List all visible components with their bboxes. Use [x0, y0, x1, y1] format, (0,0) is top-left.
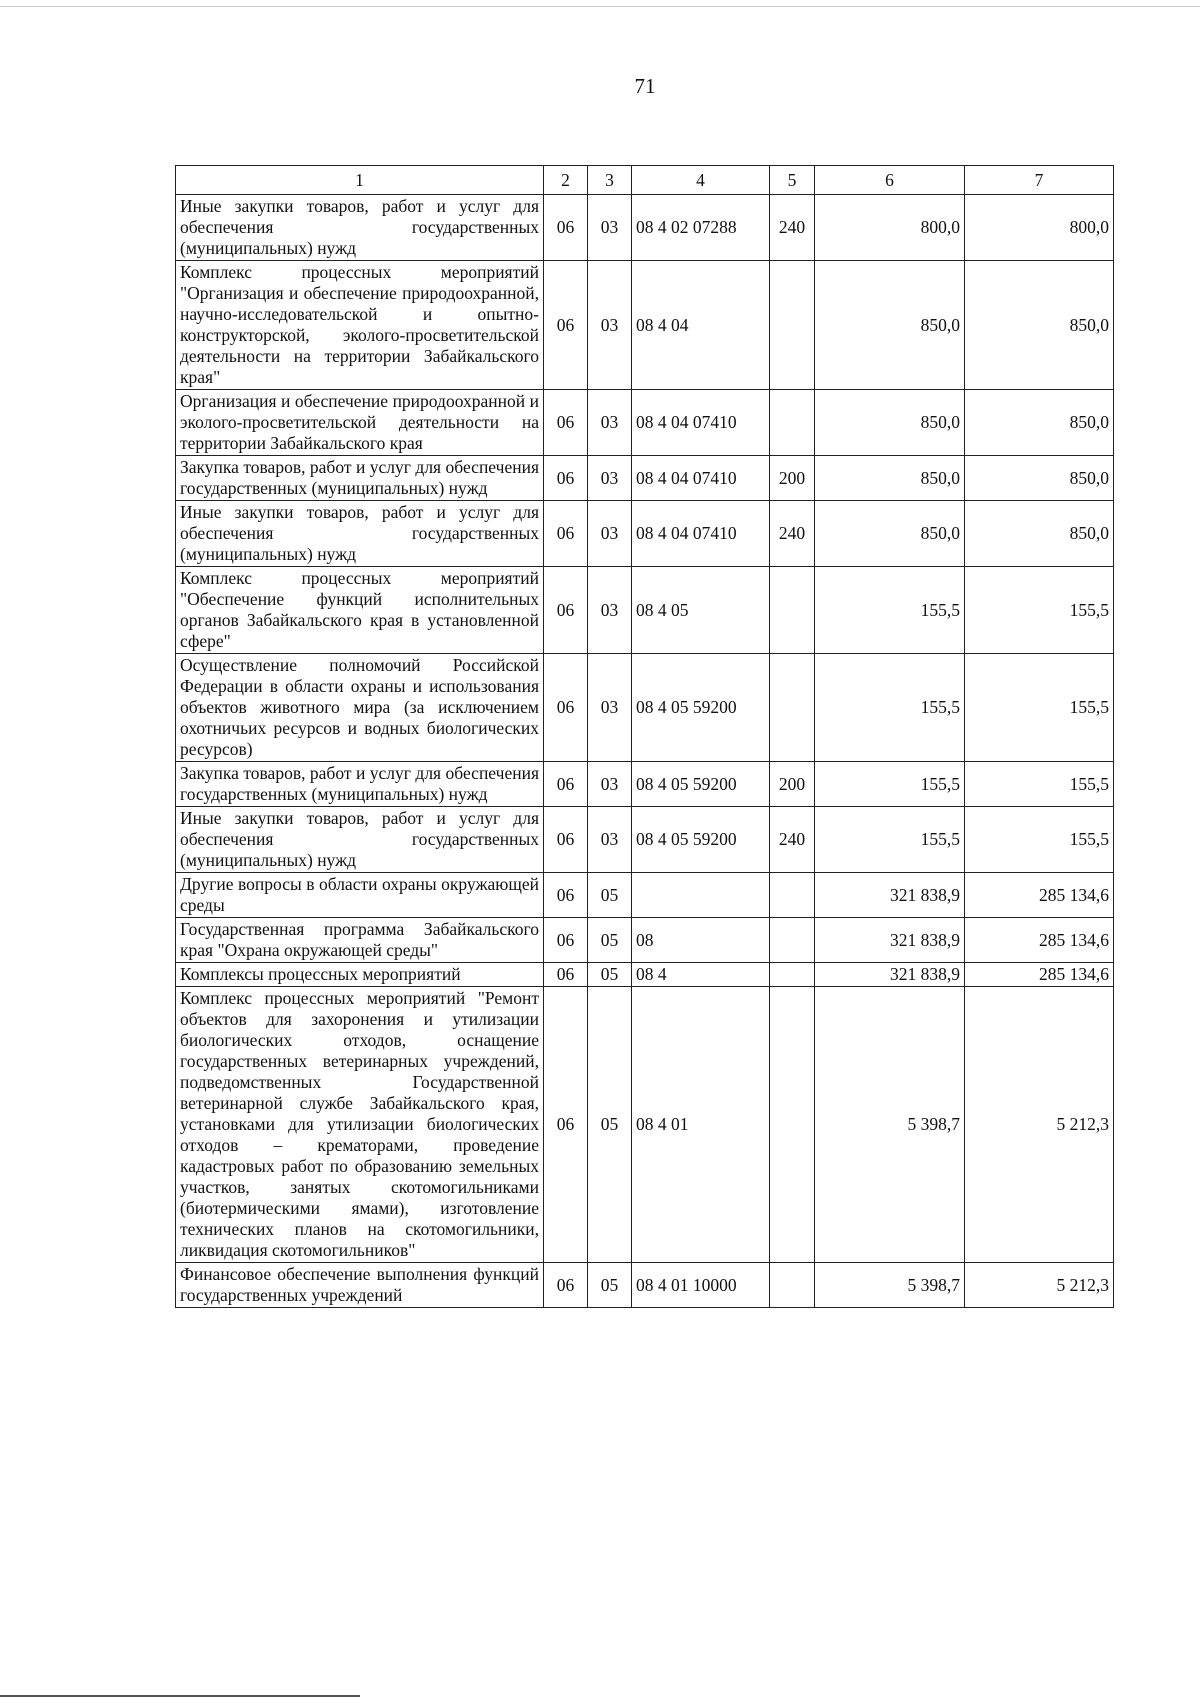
target-article-cell: 08 [632, 918, 770, 963]
section-code-cell: 06 [544, 987, 588, 1263]
row-name-cell: Комплекс процессных мероприятий "Организация и обеспечение природоохранной, научно-исследовательской и опытно-конструкторской, эколого-просветительской деятельности на территории Забайкальского края" [176, 261, 544, 390]
amount-year1-cell: 850,0 [815, 456, 965, 501]
amount-year1-cell: 155,5 [815, 654, 965, 762]
target-article-cell: 08 4 [632, 963, 770, 987]
amount-year2-cell: 155,5 [965, 567, 1114, 654]
amount-year1-cell: 321 838,9 [815, 918, 965, 963]
section-code-cell: 06 [544, 963, 588, 987]
expense-type-cell: 200 [770, 762, 815, 807]
page-number: 71 [634, 74, 656, 98]
subsection-code-cell: 03 [588, 654, 632, 762]
amount-year2-cell: 5 212,3 [965, 987, 1114, 1263]
subsection-code-cell: 03 [588, 195, 632, 261]
amount-year2-cell: 850,0 [965, 501, 1114, 567]
budget-table [175, 165, 1114, 1308]
scan-edge-bottom [0, 1695, 360, 1697]
section-code-cell: 06 [544, 195, 588, 261]
table-row [176, 963, 1114, 987]
amount-year1-cell: 5 398,7 [815, 987, 965, 1263]
table-row [176, 807, 1114, 873]
row-name-cell: Комплекс процессных мероприятий "Обеспечение функций исполнительных органов Забайкальского края в установленной сфере" [176, 567, 544, 654]
row-name-cell: Иные закупки товаров, работ и услуг для обеспечения государственных (муниципальных) нужд [176, 195, 544, 261]
target-article-cell: 08 4 01 10000 [632, 1263, 770, 1308]
section-code-cell: 06 [544, 654, 588, 762]
row-name-cell: Другие вопросы в области охраны окружающей среды [176, 873, 544, 918]
amount-year1-cell: 850,0 [815, 501, 965, 567]
section-code-cell: 06 [544, 456, 588, 501]
target-article-cell: 08 4 05 [632, 567, 770, 654]
column-header: 5 [770, 166, 815, 195]
amount-year1-cell: 850,0 [815, 390, 965, 456]
expense-type-cell [770, 654, 815, 762]
expense-type-cell: 240 [770, 501, 815, 567]
row-name-cell: Комплекс процессных мероприятий "Ремонт объектов для захоронения и утилизации биологических отходов, оснащение государственных ветеринарных учреждений, подведомственных Государственной ветеринарной службе Забайкальского края, установками для утилизации биологических отходов – крематорами, проведение кадастровых работ по образованию земельных участков, занятых скотомогильниками (биотермическими ямами), изготовление технических планов на скотомогильники, ликвидация скотомогильников" [176, 987, 544, 1263]
target-article-cell: 08 4 02 07288 [632, 195, 770, 261]
section-code-cell: 06 [544, 918, 588, 963]
subsection-code-cell: 03 [588, 762, 632, 807]
table-row [176, 654, 1114, 762]
subsection-code-cell: 05 [588, 963, 632, 987]
column-header: 7 [965, 166, 1114, 195]
amount-year1-cell: 321 838,9 [815, 963, 965, 987]
expense-type-cell [770, 567, 815, 654]
target-article-cell: 08 4 04 07410 [632, 456, 770, 501]
scan-edge-top [0, 6, 1200, 7]
target-article-cell: 08 4 04 07410 [632, 390, 770, 456]
expense-type-cell [770, 963, 815, 987]
table-row [176, 567, 1114, 654]
target-article-cell: 08 4 04 [632, 261, 770, 390]
subsection-code-cell: 03 [588, 456, 632, 501]
amount-year1-cell: 321 838,9 [815, 873, 965, 918]
expense-type-cell: 240 [770, 195, 815, 261]
row-name-cell: Организация и обеспечение природоохранной и эколого-просветительской деятельности на территории Забайкальского края [176, 390, 544, 456]
expense-type-cell: 200 [770, 456, 815, 501]
amount-year2-cell: 285 134,6 [965, 918, 1114, 963]
row-name-cell: Иные закупки товаров, работ и услуг для обеспечения государственных (муниципальных) нужд [176, 807, 544, 873]
expense-type-cell [770, 1263, 815, 1308]
row-name-cell: Закупка товаров, работ и услуг для обеспечения государственных (муниципальных) нужд [176, 456, 544, 501]
table-row [176, 1263, 1114, 1308]
table-row [176, 501, 1114, 567]
subsection-code-cell: 05 [588, 987, 632, 1263]
target-article-cell: 08 4 01 [632, 987, 770, 1263]
row-name-cell: Иные закупки товаров, работ и услуг для обеспечения государственных (муниципальных) нужд [176, 501, 544, 567]
amount-year2-cell: 155,5 [965, 762, 1114, 807]
column-header: 4 [632, 166, 770, 195]
table-header-row [176, 166, 1114, 195]
table-row [176, 261, 1114, 390]
subsection-code-cell: 03 [588, 261, 632, 390]
section-code-cell: 06 [544, 501, 588, 567]
target-article-cell: 08 4 05 59200 [632, 762, 770, 807]
row-name-cell: Государственная программа Забайкальского края "Охрана окружающей среды" [176, 918, 544, 963]
subsection-code-cell: 05 [588, 1263, 632, 1308]
column-header: 3 [588, 166, 632, 195]
section-code-cell: 06 [544, 390, 588, 456]
column-header: 6 [815, 166, 965, 195]
expense-type-cell: 240 [770, 807, 815, 873]
subsection-code-cell: 03 [588, 390, 632, 456]
amount-year2-cell: 285 134,6 [965, 873, 1114, 918]
amount-year2-cell: 850,0 [965, 390, 1114, 456]
amount-year1-cell: 5 398,7 [815, 1263, 965, 1308]
subsection-code-cell: 05 [588, 873, 632, 918]
amount-year2-cell: 850,0 [965, 456, 1114, 501]
table-row [176, 987, 1114, 1263]
section-code-cell: 06 [544, 1263, 588, 1308]
column-header: 1 [176, 166, 544, 195]
table-row [176, 762, 1114, 807]
amount-year1-cell: 155,5 [815, 807, 965, 873]
subsection-code-cell: 03 [588, 567, 632, 654]
expense-type-cell [770, 918, 815, 963]
amount-year2-cell: 285 134,6 [965, 963, 1114, 987]
section-code-cell: 06 [544, 567, 588, 654]
expense-type-cell [770, 987, 815, 1263]
target-article-cell: 08 4 05 59200 [632, 807, 770, 873]
amount-year2-cell: 155,5 [965, 807, 1114, 873]
expense-type-cell [770, 390, 815, 456]
amount-year1-cell: 800,0 [815, 195, 965, 261]
row-name-cell: Комплексы процессных мероприятий [176, 963, 544, 987]
expense-type-cell [770, 261, 815, 390]
target-article-cell: 08 4 04 07410 [632, 501, 770, 567]
amount-year1-cell: 850,0 [815, 261, 965, 390]
column-header: 2 [544, 166, 588, 195]
table-row [176, 456, 1114, 501]
subsection-code-cell: 03 [588, 501, 632, 567]
amount-year2-cell: 850,0 [965, 261, 1114, 390]
row-name-cell: Финансовое обеспечение выполнения функций государственных учреждений [176, 1263, 544, 1308]
amount-year2-cell: 5 212,3 [965, 1263, 1114, 1308]
amount-year2-cell: 155,5 [965, 654, 1114, 762]
expense-type-cell [770, 873, 815, 918]
subsection-code-cell: 05 [588, 918, 632, 963]
table-row [176, 918, 1114, 963]
table-row [176, 390, 1114, 456]
amount-year2-cell: 800,0 [965, 195, 1114, 261]
table-body [176, 195, 1114, 1308]
subsection-code-cell: 03 [588, 807, 632, 873]
section-code-cell: 06 [544, 762, 588, 807]
target-article-cell: 08 4 05 59200 [632, 654, 770, 762]
section-code-cell: 06 [544, 261, 588, 390]
section-code-cell: 06 [544, 873, 588, 918]
target-article-cell [632, 873, 770, 918]
row-name-cell: Осуществление полномочий Российской Федерации в области охраны и использования объектов животного мира (за исключением охотничьих ресурсов и водных биологических ресурсов) [176, 654, 544, 762]
amount-year1-cell: 155,5 [815, 567, 965, 654]
amount-year1-cell: 155,5 [815, 762, 965, 807]
table-row [176, 873, 1114, 918]
table-row [176, 195, 1114, 261]
row-name-cell: Закупка товаров, работ и услуг для обеспечения государственных (муниципальных) нужд [176, 762, 544, 807]
section-code-cell: 06 [544, 807, 588, 873]
